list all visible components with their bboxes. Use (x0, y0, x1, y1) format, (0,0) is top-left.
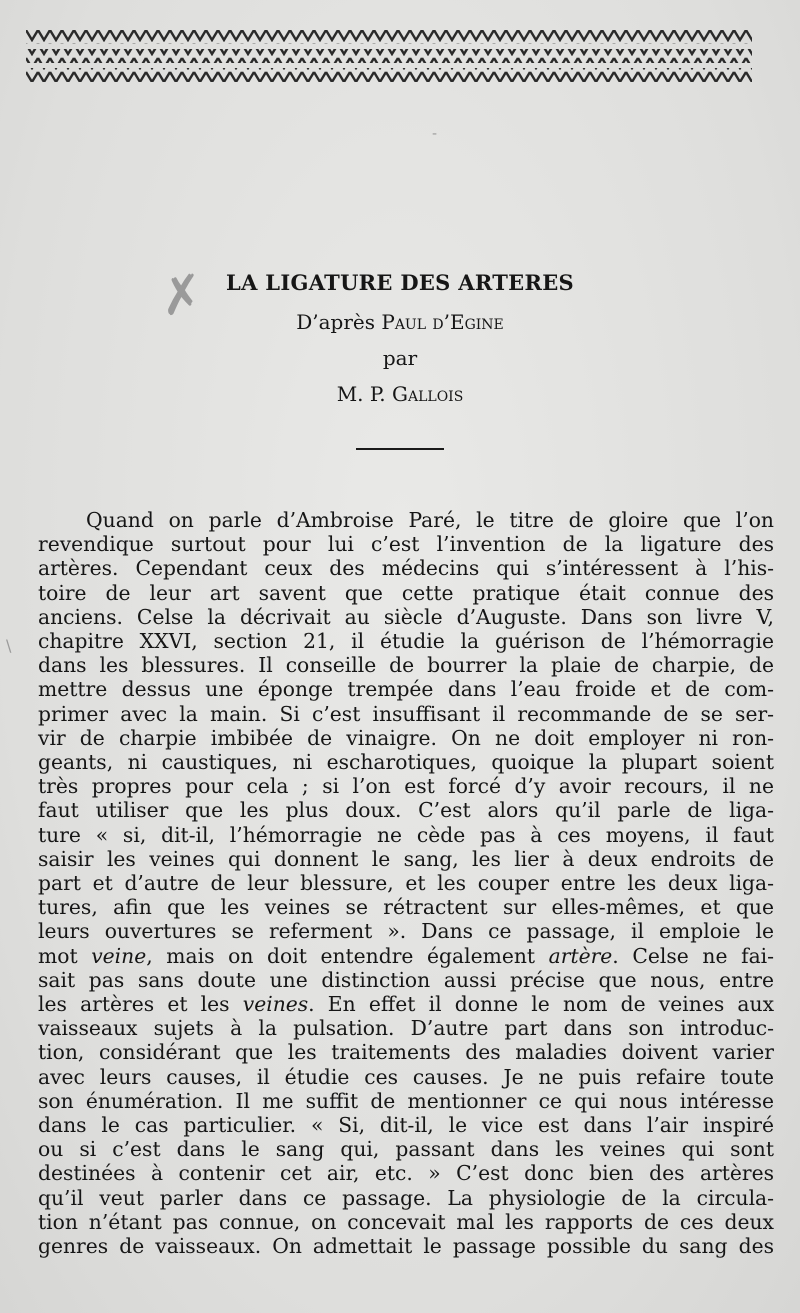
text-line: vaisseaux sujets à la pulsation. D’autre part dans son introduc- (38, 1016, 774, 1041)
text-line: dans le cas particulier. « Si, dit-il, le vice est dans l’air inspiré (38, 1113, 774, 1138)
text-line: artères. Cependant ceux des médecins qui s’intéressent à l’his- (38, 556, 774, 581)
text-line: vir de charpie imbibée de vinaigre. On ne doit employer ni ron- (38, 725, 774, 750)
text-line: dans les blessures. Il conseille de bourrer la plaie de charpie, de (38, 653, 774, 678)
text-line: sait pas sans doute une distinction aussi précise que nous, entre (38, 967, 774, 992)
article-subtitle (0, 310, 800, 334)
text-line: primer avec la main. Si c’est insuffisant il recommande de se ser- (38, 701, 774, 726)
text-line: genres de vaisseaux. On admettait le passage possible du sang des (38, 1234, 774, 1259)
text-line: part et d’autre de leur blessure, et les couper entre les deux liga- (38, 871, 774, 896)
text-line: mot veine, mais on doit entendre également artère. Celse ne fai- (38, 943, 774, 968)
text-line: toire de leur art savent que cette pratique était connue des (38, 580, 774, 605)
author-name: Gallois (392, 382, 464, 406)
author-initials: M. P. (336, 382, 393, 406)
text-line: geants, ni caustiques, ni escharotiques, quoique la plupart soient (38, 750, 774, 775)
article-title: LA LIGATURE DES ARTERES (226, 270, 574, 295)
text-line: tures, afin que les veines se rétractent sur elles-mêmes, et que (38, 895, 774, 920)
text-line: anciens. Celse la décrivait au siècle d’Auguste. Dans son livre V, (38, 604, 774, 629)
text-line: faut utiliser que les plus doux. C’est alors qu’il parle de liga- (38, 798, 774, 823)
text-line: destinées à contenir cet air, etc. » C’est donc bien des artères (38, 1161, 774, 1186)
text-line: les artères et les veines. En effet il donne le nom de veines aux (38, 992, 775, 1017)
handwritten-x-mark: ✗ (156, 263, 208, 329)
subtitle-name-last: d’Egine (432, 310, 504, 334)
stray-mark: - (432, 126, 438, 142)
text-line: ture « si, dit-il, l’hémorragie ne cède pas à ces moyens, il faut (38, 822, 774, 847)
subtitle-name-first: Paul (381, 310, 433, 334)
text-line: tion n’étant pas connue, on concevait mal les rapports de ces deux (38, 1209, 774, 1234)
text-line: tion, considérant que les traitements des maladies doivent varier (38, 1040, 774, 1065)
text-line: revendique surtout pour lui c’est l’invention de la ligature des (38, 532, 774, 557)
text-line: qu’il veut parler dans ce passage. La physiologie de la circula- (38, 1185, 774, 1210)
decorative-border-ornament (26, 28, 752, 84)
article-body (38, 508, 774, 1258)
text-line: leurs ouvertures se referment ». Dans ce passage, il emploie le (38, 919, 774, 944)
text-line: saisir les veines qui donnent le sang, les lier à deux endroits de (38, 846, 774, 871)
text-line: Quand on parle d’Ambroise Paré, le titre de gloire que l’on (86, 508, 774, 532)
text-line: très propres pour cela ; si l’on est forcé d’y avoir recours, il ne (38, 774, 774, 799)
text-line: son énumération. Il me suffit de mentionner ce qui nous intéresse (38, 1088, 774, 1113)
text-line: mettre dessus une éponge trempée dans l’eau froide et de com- (38, 677, 774, 702)
author-line (0, 382, 800, 406)
subtitle-prefix: D’après (296, 310, 382, 334)
text-line: ou si c’est dans le sang qui, passant dans les veines qui sont (38, 1137, 774, 1162)
title-separator-rule (356, 448, 444, 450)
text-line: chapitre XXVI, section 21, il étudie la guérison de l’hémorragie (38, 629, 774, 654)
text-line: avec leurs causes, il étudie ces causes. Je ne puis refaire toute (38, 1064, 774, 1089)
stray-mark: \ (6, 636, 12, 655)
byline-par: par (382, 346, 418, 370)
